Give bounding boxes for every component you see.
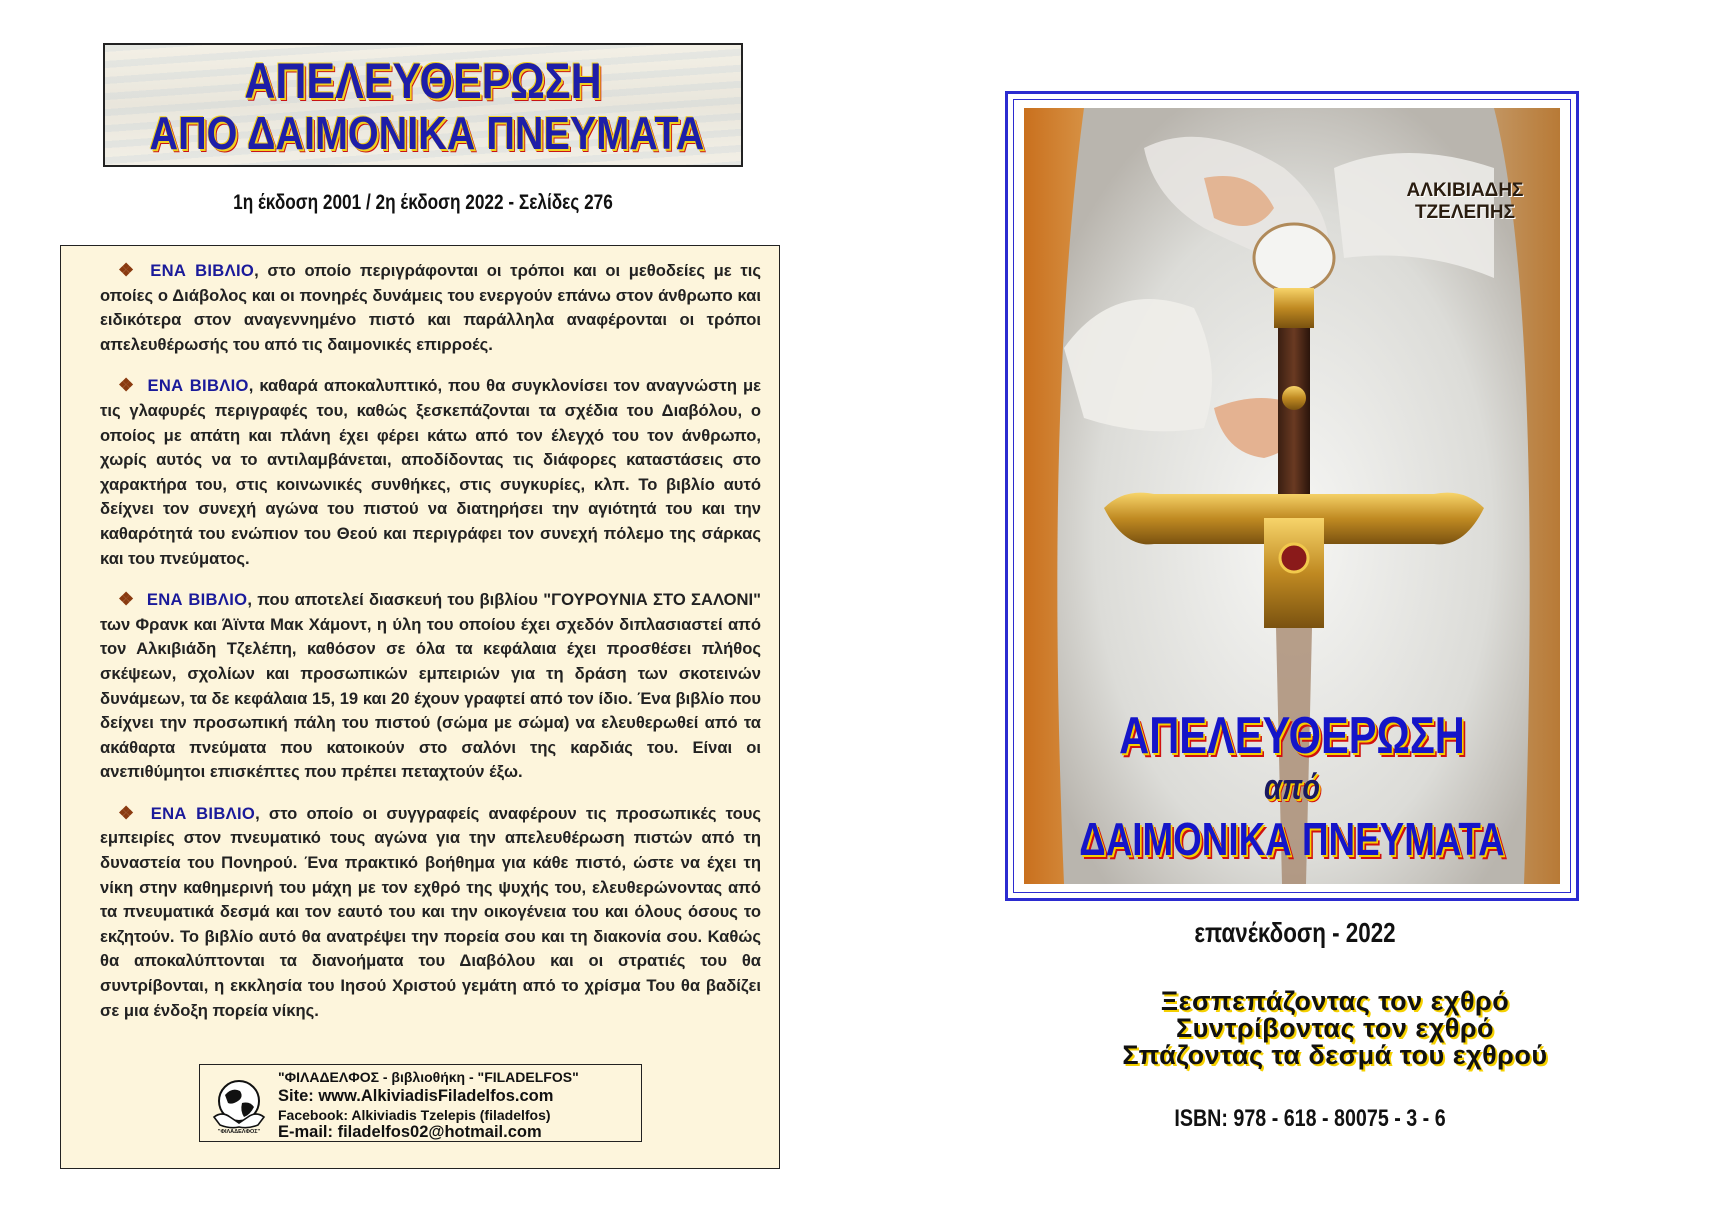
title-banner — [103, 43, 743, 167]
slogan-line-1: Ξεσπεπάζοντας τον εχθρό — [1160, 986, 1510, 1016]
description-paragraph-4 — [100, 801, 761, 1023]
library-name: "ΦΙΛΑΔΕΛΦΟΣ - βιβλιοθήκη - "FILADELFOS" — [278, 1069, 579, 1085]
globe-hands-logo-icon — [208, 1073, 270, 1135]
facebook-link[interactable]: Facebook: Alkiviadis Tzelepis (filadelfos) — [278, 1107, 551, 1123]
diamond-bullet-icon: ❖ — [118, 375, 136, 396]
diamond-bullet-icon: ❖ — [118, 589, 135, 610]
contact-box — [199, 1064, 642, 1142]
email-link[interactable]: E-mail: filadelfos02@hotmail.com — [278, 1123, 542, 1141]
paragraph-lead: ΕΝΑ ΒΙΒΛΙΟ — [147, 376, 249, 396]
banner-title-line-2: ΑΠΟ ΔΑΙΜΟΝΙΚΑ ΠΝΕΥΜΑΤΑ — [149, 107, 705, 159]
paragraph-text: , που αποτελεί διασκευή του βιβλίου "ΓΟΥΡΟΥΝΙΑ ΣΤΟ ΣΑΛΟΝΙ" των Φρανκ και Άϊντα Μακ Χάμοντ, η ύλη του οποίου έχει σχεδόν διπλασιαστεί από τον Αλκιβιάδη Τζελέπη, καθόσον σε όλα τα κεφάλαια έχει προσθέσει πλήθος σκέψεων, σχολίων και προσωπικών εμπειριών για τη δράση των σκοτεινών δυνάμεων, τα δε κεφάλαια 15, 19 και 20 έχουν γραφτεί από τον ίδιο. Ένα βιβλίο που δείχνει την προσωπική πάλη του πιστού (σώμα με σώμα) να ελευθερωθεί από τα ακάθαρτα πνεύματα που κατοικούν στο σαλόνι της καρδιάς του. Είναι οι ανεπιθύμητοι επισκέπτες που πρέπει πεταχτούν έξω. — [100, 590, 761, 782]
slogan-line-2: Συντρίβοντας τον εχθρό — [1175, 1013, 1495, 1043]
paragraph-text: , καθαρά αποκαλυπτικό, που θα συγκλονίσει τον αναγνώστη με τις γλαφυρές περιγραφές του, καθώς ξεσκεπάζονται τα σχέδια του Διαβόλου, ο οποίος με απάτη και πλάνη έχει φέρει κάτω από τον έλεγχό του τον άνθρωπο, χωρίς αυτός να το αντιλαμβάνεται, αποδίδοντας τις διάφορες καταστάσεις στο χαρακτήρα του, στις κοινωνικές συνθήκες, στις συγκυρίες, κλπ. Το βιβλίο αυτό δείχνει τον συνεχή αγώνα του πιστού να διατηρήσει την αγιότητά του και την καθαρότητά του ενώπιον του Θεού και περιγράφει τον συνεχή πόλεμο της σάρκας και του πνεύματος. — [100, 376, 761, 568]
author-first-name: ΑΛΚΙΒΙΑΔΗΣ — [1406, 180, 1524, 201]
description-paragraph-1 — [100, 258, 761, 357]
paragraph-text: , στο οποίο οι συγγραφείς αναφέρουν τις προσωπικές τους εμπειρίες στον πνευματικό τους αγώνα για την απελευθέρωση πιστών από τη δυναστεία του Πονηρού. Ένα πρακτικό βοήθημα για κάθε πιστό, ώστε να έχει τη νίκη στην καθημερινή του μάχη με τον εχθρό της ψυχής του, ελευθερώνοντας από τα πνευματικά δεσμά και τον εαυτό του και την οικογένεια του και όλους όσους το εκζητούν. Το βιβλίο αυτό θα ανατρέψει την πορεία σου και τη διακονία σου. Καθώς θα αποκαλύπτονται τα διανοήματα του Διαβόλου και οι στρατιές του θα συντρίβονται, η εκκλησία του Ιησού Χριστού γεμάτη από το χρίσμα Του θα βαδίζει σε μια ένδοξη πορεία νίκης. — [100, 803, 762, 1020]
reissue-info: επανέκδοση - 2022 — [1194, 917, 1396, 948]
description-box — [60, 245, 780, 1169]
slogan-line-3: Σπάζοντας τα δεσμά του εχθρού — [1122, 1040, 1548, 1070]
banner-title-line-1: ΑΠΕΛΕΥΘΕΡΩΣΗ — [244, 53, 602, 109]
paragraph-lead: ΕΝΑ ΒΙΒΛΙΟ — [150, 261, 255, 280]
paragraph-text: , στο οποίο περιγράφονται οι τρόποι και οι μεθοδείες με τις οποίες ο Διάβολος και οι πονηρές δυνάμεις του ενεργούν επάνω στον άνθρωπο και ειδικότερα στον αναγεννημένο πιστό και παράλληλα αναφέρονται οι τρόποι απελευθέρωσής του από τις δαιμονικές επιρροές. — [100, 261, 761, 354]
diamond-bullet-icon: ❖ — [118, 260, 139, 280]
diamond-bullet-icon: ❖ — [118, 802, 139, 823]
edition-info: 1η έκδοση 2001 / 2η έκδοση 2022 - Σελίδες 276 — [233, 191, 613, 214]
author-last-name: ΤΖΕΛΕΠΗΣ — [1414, 202, 1516, 223]
paragraph-lead: ΕΝΑ ΒΙΒΛΙΟ — [146, 590, 248, 610]
cover-title-line-3: ΔΑΙΜΟΝΙΚΑ ΠΝΕΥΜΑΤΑ — [1079, 813, 1505, 865]
description-paragraph-2 — [100, 373, 761, 571]
cover-title-line-1: ΑΠΕΛΕΥΘΕΡΩΣΗ — [1119, 707, 1465, 765]
description-paragraph-3 — [100, 587, 761, 785]
cover-title-line-2: από — [1264, 766, 1320, 807]
paragraph-lead: ΕΝΑ ΒΙΒΛΙΟ — [150, 803, 256, 823]
isbn-number: ISBN: 978 - 618 - 80075 - 3 - 6 — [1174, 1105, 1446, 1132]
site-link[interactable]: Site: www.AlkiviadisFiladelfos.com — [278, 1087, 554, 1105]
logo-caption: "ΦΙΛΑΔΕΛΦΟΣ" — [217, 1129, 261, 1135]
author-name — [1385, 180, 1545, 224]
